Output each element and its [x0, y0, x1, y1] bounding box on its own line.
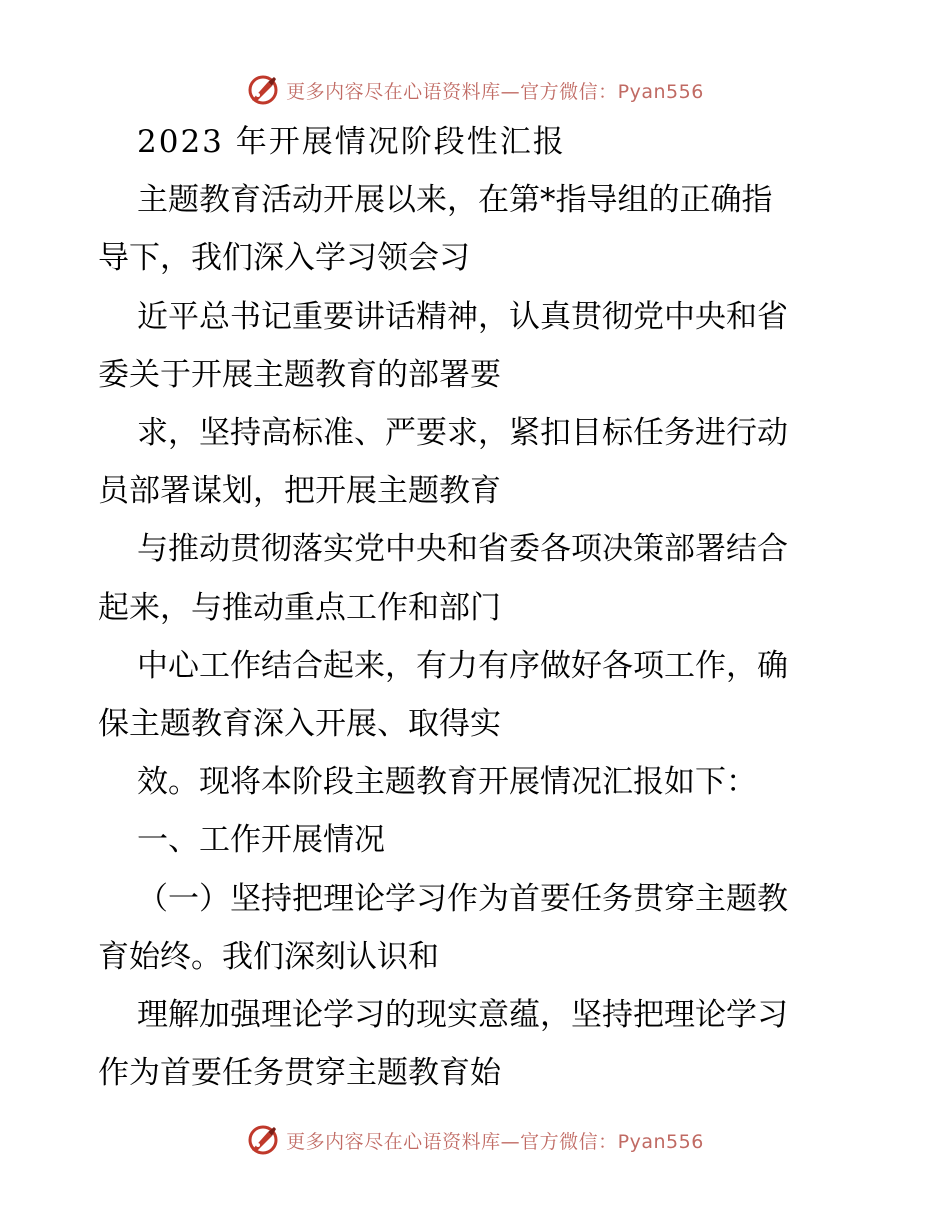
text-line: 作为首要任务贯穿主题教育始: [98, 1055, 501, 1092]
watermark-text: 更多内容尽在心语资料库—官方微信：Pyan556: [286, 1130, 704, 1153]
text-line: （一）坚持把理论学习作为首要任务贯穿主题教: [137, 880, 788, 917]
text-line: 起来，与推动重点工作和部门: [98, 589, 501, 626]
document-title: 2023 年开展情况阶段性汇报: [137, 124, 566, 160]
text-line: 中心工作结合起来，有力有序做好各项工作，确: [137, 647, 788, 684]
text-line: 员部署谋划，把开展主题教育: [98, 473, 501, 510]
text-line: 与推动贯彻落实党中央和省委各项决策部署结合: [137, 531, 788, 568]
pen-logo-icon: [246, 1123, 280, 1157]
text-line: 求，坚持高标准、严要求，紧扣目标任务进行动: [137, 415, 788, 451]
watermark-text: 更多内容尽在心语资料库—官方微信：Pyan556: [286, 80, 704, 103]
text-line: 保主题教育深入开展、取得实: [98, 706, 501, 742]
text-line: 委关于开展主题教育的部署要: [98, 356, 501, 393]
header-watermark: [0, 70, 950, 110]
pen-logo-icon: [246, 73, 280, 107]
text-line: 一、工作开展情况: [137, 822, 385, 859]
text-line: 育始终。我们深刻认识和: [98, 938, 439, 975]
text-line: 导下，我们深入学习领会习: [98, 240, 470, 277]
text-line: 效。现将本阶段主题教育开展情况汇报如下：: [137, 764, 757, 801]
text-line: 主题教育活动开展以来，在第*指导组的正确指: [137, 182, 773, 219]
text-line: 近平总书记重要讲话精神，认真贯彻党中央和省: [137, 298, 788, 335]
text-line: 理解加强理论学习的现实意蕴，坚持把理论学习: [137, 997, 788, 1033]
footer-watermark: [0, 1120, 950, 1160]
